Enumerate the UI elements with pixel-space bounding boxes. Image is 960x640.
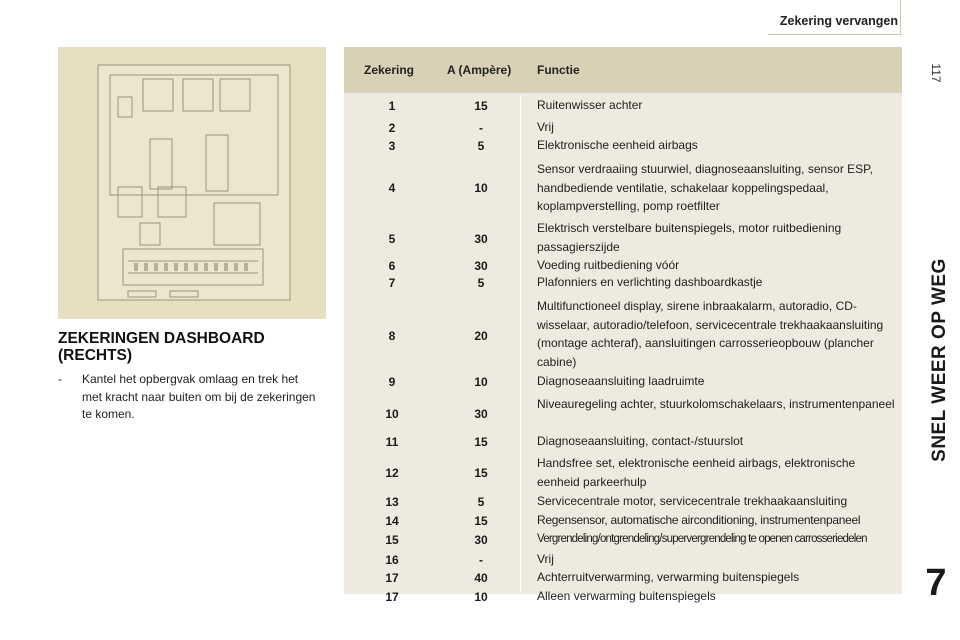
header-tick-divider [900,0,901,34]
cell-fuse: 5 [388,232,396,246]
table-row [344,394,902,434]
table-row [344,434,902,454]
cell-fuse: 17 [385,590,399,604]
cell-function: Multifunctioneel display, sirene inbraakalarm, autoradio, CD-wisselaar, autoradio/telefoon, servicecentrale trekhaakaansluiting (montage achteraf), aansluitingen carrosserieopbouw (plancher cabine) [537,299,884,369]
header-amp: A (Ampère) [447,63,512,77]
cell-amp: 30 [474,533,488,547]
table-row [344,119,902,137]
cell-fuse: 11 [385,435,399,449]
cell-amp: 30 [474,232,488,246]
page-header-title: Zekering vervangen [779,14,898,28]
cell-function: Elektronische eenheid airbags [537,138,698,152]
cell-fuse: 14 [385,514,399,528]
cell-fuse: 3 [388,139,396,153]
table-row [344,454,902,494]
cell-amp: 30 [474,259,488,273]
fuse-box-illustration [58,47,326,319]
cell-function: Vrij [537,552,554,566]
table-row [344,95,902,119]
cell-amp: 5 [477,276,485,290]
cell-fuse: 13 [385,495,399,509]
header-function: Functie [537,63,580,77]
table-row [344,297,902,373]
cell-fuse: 16 [385,553,399,567]
cell-fuse: 7 [388,276,396,290]
header-fuse: Zekering [364,63,415,77]
cell-function: Ruitenwisser achter [537,98,643,112]
cell-amp: 20 [474,329,488,343]
cell-function: Achterruitverwarming, verwarming buitenspiegels [537,570,800,584]
cell-amp: 10 [474,375,488,389]
cell-function: Handsfree set, elektronische eenheid airbags, elektronische eenheid parkeerhulp [537,456,856,489]
cell-amp: - [479,553,483,567]
cell-function: Voeding ruitbediening vóór [537,258,680,272]
instruction-text: Kantel het opbergvak omlaag en trek het met kracht naar buiten om bij de zekeringen te komen. [82,372,316,421]
fuse-table [344,47,902,604]
chapter-title [929,258,950,462]
header-divider [768,34,902,35]
instruction-dash: - [58,372,62,386]
cell-amp: 15 [474,514,488,528]
table-body [344,95,902,608]
cell-amp: 40 [474,571,488,585]
cell-function: Regensensor, automatische airconditioning, instrumentenpaneel [537,513,861,527]
cell-function: Servicecentrale motor, servicecentrale trekhaakaansluiting [537,494,848,508]
cell-fuse: 6 [388,259,396,273]
cell-function: Diagnoseaansluiting laadruimte [537,374,705,388]
cell-amp: 10 [474,590,488,604]
cell-amp: 5 [477,139,485,153]
chapter-number: 7 [925,562,947,604]
cell-fuse: 4 [388,181,396,195]
cell-amp: 5 [477,495,485,509]
cell-fuse: 15 [385,533,399,547]
fuse-box-drawing [58,47,326,319]
cell-fuse: 17 [385,571,399,585]
table-row [344,217,902,257]
cell-function: Sensor verdraaiing stuurwiel, diagnoseaansluiting, sensor ESP, handbediende ventilatie, schakelaar koppelingspedaal, koplampverstelling, pomp roetfilter [537,162,873,213]
cell-function: Vergrendeling/ontgrendeling/supervergrendeling te openen carrosseriedelen [537,533,867,545]
table-row [344,373,902,394]
cell-amp: 30 [474,407,488,421]
page-number: 117 [929,63,943,83]
cell-fuse: 1 [388,99,396,113]
table-row [344,589,902,608]
cell-function: Niveauregeling achter, stuurkolomschakelaars, instrumentenpaneel [537,397,895,411]
table-row [344,532,902,552]
table-header [344,47,902,93]
cell-amp: 10 [474,181,488,195]
cell-fuse: 2 [388,121,396,135]
cell-amp: 15 [474,435,488,449]
cell-amp: 15 [474,466,488,480]
cell-function: Diagnoseaansluiting, contact-/stuurslot [537,434,744,448]
cell-fuse: 12 [385,466,399,480]
table-row [344,275,902,297]
cell-function: Alleen verwarming buitenspiegels [537,589,716,603]
cell-function: Vrij [537,120,554,134]
cell-fuse: 10 [385,407,399,421]
cell-amp: 15 [474,99,488,113]
cell-function: Plafonniers en verlichting dashboardkastje [537,275,763,289]
cell-fuse: 9 [388,375,396,389]
table-row [344,157,902,217]
cell-function: Elektrisch verstelbare buitenspiegels, motor ruitbediening passagierszijde [537,221,842,254]
table-row [344,137,902,157]
cell-amp: - [479,121,483,135]
chapter-title-text: SNEL WEER OP WEG [929,258,950,462]
section-heading: ZEKERINGEN DASHBOARD (RECHTS) [58,330,265,364]
cell-fuse: 8 [388,329,396,343]
instruction-item [58,371,320,424]
